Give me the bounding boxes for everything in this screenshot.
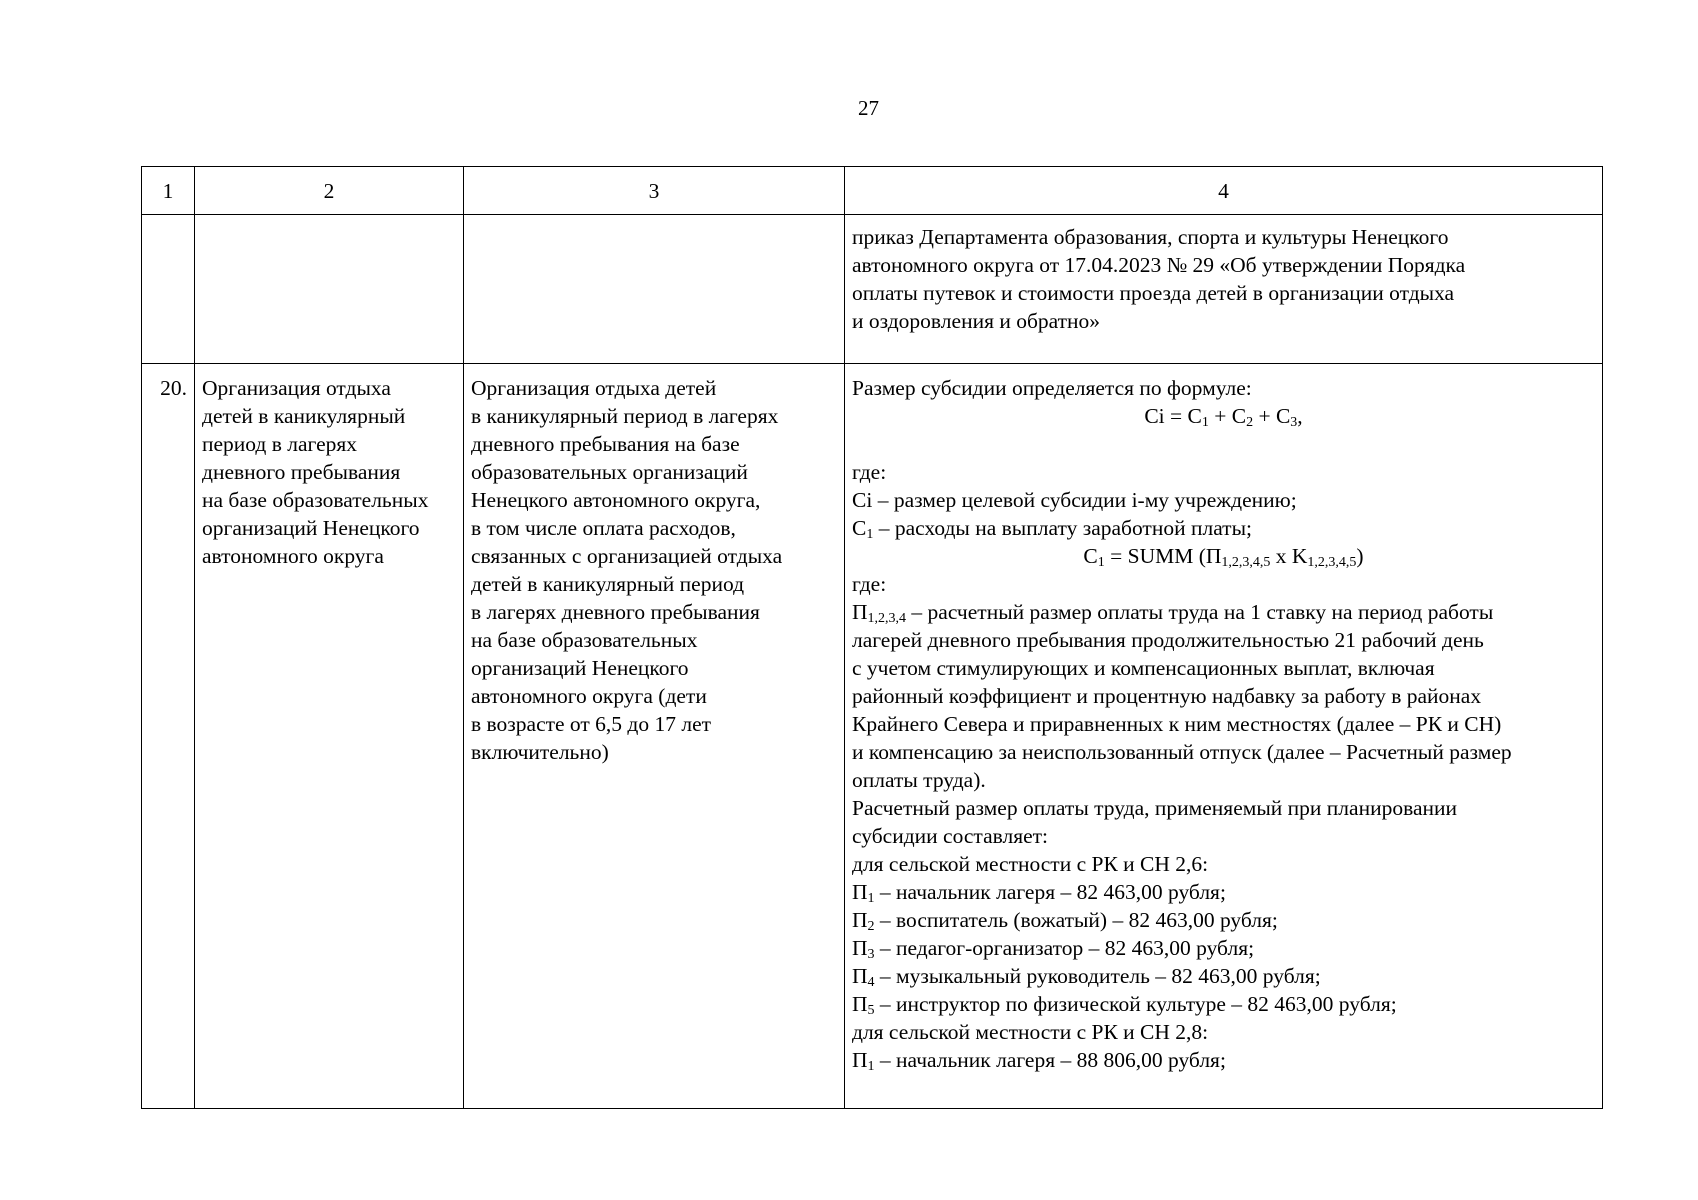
event-name-line: Организация отдыха (202, 376, 391, 400)
position-salary: $П_1$ – начальник лагеря – 88 806,00 рубля; (852, 1048, 1226, 1074)
cell-event-description (464, 364, 845, 1109)
where-label: где: (852, 572, 887, 596)
position-salary: $П_1$ – начальник лагеря – 82 463,00 рубля; (852, 880, 1226, 906)
description-line: образовательных организаций (471, 460, 748, 484)
header-col-2: 2 (195, 167, 464, 215)
description-line: детей в каникулярный период (471, 572, 745, 596)
position-salary: $П_3$ – педагог-организатор – 82 463,00 рубля; (852, 936, 1255, 962)
cell-empty-1 (142, 215, 195, 364)
p-definition-line: и компенсацию за неиспользованный отпуск (далее – Расчетный размер (852, 740, 1512, 764)
description-line: на базе образовательных (471, 628, 698, 652)
cell-event-name (195, 364, 464, 1109)
cell-order-reference (845, 215, 1603, 364)
p-definition-line: с учетом стимулирующих и компенсационных выплат, включая (852, 656, 1435, 680)
description-line: в том числе оплата расходов, (471, 516, 736, 540)
formula-intro: Размер субсидии определяется по формуле: (852, 376, 1252, 400)
description-line: включительно) (471, 740, 609, 764)
event-name-line: организаций Ненецкого (202, 516, 420, 540)
description-line: в каникулярный период в лагерях (471, 404, 779, 428)
order-line: оплаты путевок и стоимости проезда детей в организации отдыха (852, 281, 1455, 305)
p-definition-line: лагерей дневного пребывания продолжительностью 21 рабочий день (852, 628, 1484, 652)
description-line: Организация отдыха детей (471, 376, 717, 400)
p-definition: $П_{1,2,3,4}$ – расчетный размер оплаты труда на 1 ставку на период работы (852, 600, 1494, 626)
ci-definition: Ci – размер целевой субсидии i-му учреждению; (852, 488, 1297, 512)
c1-definition: $C_1$ – расходы на выплату заработной платы; (852, 516, 1252, 542)
description-line: в возрасте от 6,5 до 17 лет (471, 712, 712, 736)
row-number: 20. (142, 364, 195, 1109)
rural-coefficient-2-8: для сельской местности с РК и СН 2,8: (852, 1020, 1209, 1044)
position-salary: $П_2$ – воспитатель (вожатый) – 82 463,00 рубля; (852, 908, 1278, 934)
header-col-4: 4 (845, 167, 1603, 215)
order-line: приказ Департамента образования, спорта и культуры Ненецкого (852, 225, 1449, 249)
position-salary: $П_5$ – инструктор по физической культуре – 82 463,00 рубля; (852, 992, 1397, 1018)
header-col-3: 3 (464, 167, 845, 215)
planning-line: Расчетный размер оплаты труда, применяемый при планировании (852, 796, 1458, 820)
description-line: связанных с организацией отдыха (471, 544, 783, 568)
subsidy-formula: $Ci = C_1 + C_2 + C_3$, (1144, 404, 1303, 430)
p-definition-line: Крайнего Севера и приравненных к ним местностях (далее – РК и СН) (852, 712, 1502, 736)
position-salary: $П_4$ – музыкальный руководитель – 82 463,00 рубля; (852, 964, 1321, 990)
event-name-line: на базе образовательных (202, 488, 429, 512)
table-row-20 (142, 364, 1603, 1109)
description-line: организаций Ненецкого (471, 656, 689, 680)
where-label: где: (852, 460, 887, 484)
order-line: автономного округа от 17.04.2023 № 29 «Об утверждении Порядка (852, 253, 1466, 277)
page-number: 27 (858, 96, 879, 120)
p-definition-line: оплаты труда). (852, 768, 986, 792)
event-name-line: детей в каникулярный (202, 404, 406, 428)
description-line: автономного округа (дети (471, 684, 707, 708)
blank-line (852, 430, 1595, 458)
order-line: и оздоровления и обратно» (852, 309, 1101, 333)
description-line: Ненецкого автономного округа, (471, 488, 761, 512)
event-name-line: автономного округа (202, 544, 384, 568)
table-row-continued (142, 215, 1603, 364)
document-table (141, 166, 1603, 1109)
cell-empty-2 (195, 215, 464, 364)
p-definition-line: районный коэффициент и процентную надбавку за работу в районах (852, 684, 1482, 708)
c1-formula: $C_1$ = SUMM ($П_{1,2,3,4,5}$ x $K_{1,2,3,4,5}$) (1083, 544, 1364, 570)
rural-coefficient-2-6: для сельской местности с РК и СН 2,6: (852, 852, 1209, 876)
table-header-row (142, 167, 1603, 215)
description-line: дневного пребывания на базе (471, 432, 740, 456)
cell-subsidy-calculation (845, 364, 1603, 1109)
description-line: в лагерях дневного пребывания (471, 600, 760, 624)
planning-line: субсидии составляет: (852, 824, 1049, 848)
cell-empty-3 (464, 215, 845, 364)
header-col-1: 1 (142, 167, 195, 215)
event-name-line: период в лагерях (202, 432, 358, 456)
event-name-line: дневного пребывания (202, 460, 401, 484)
